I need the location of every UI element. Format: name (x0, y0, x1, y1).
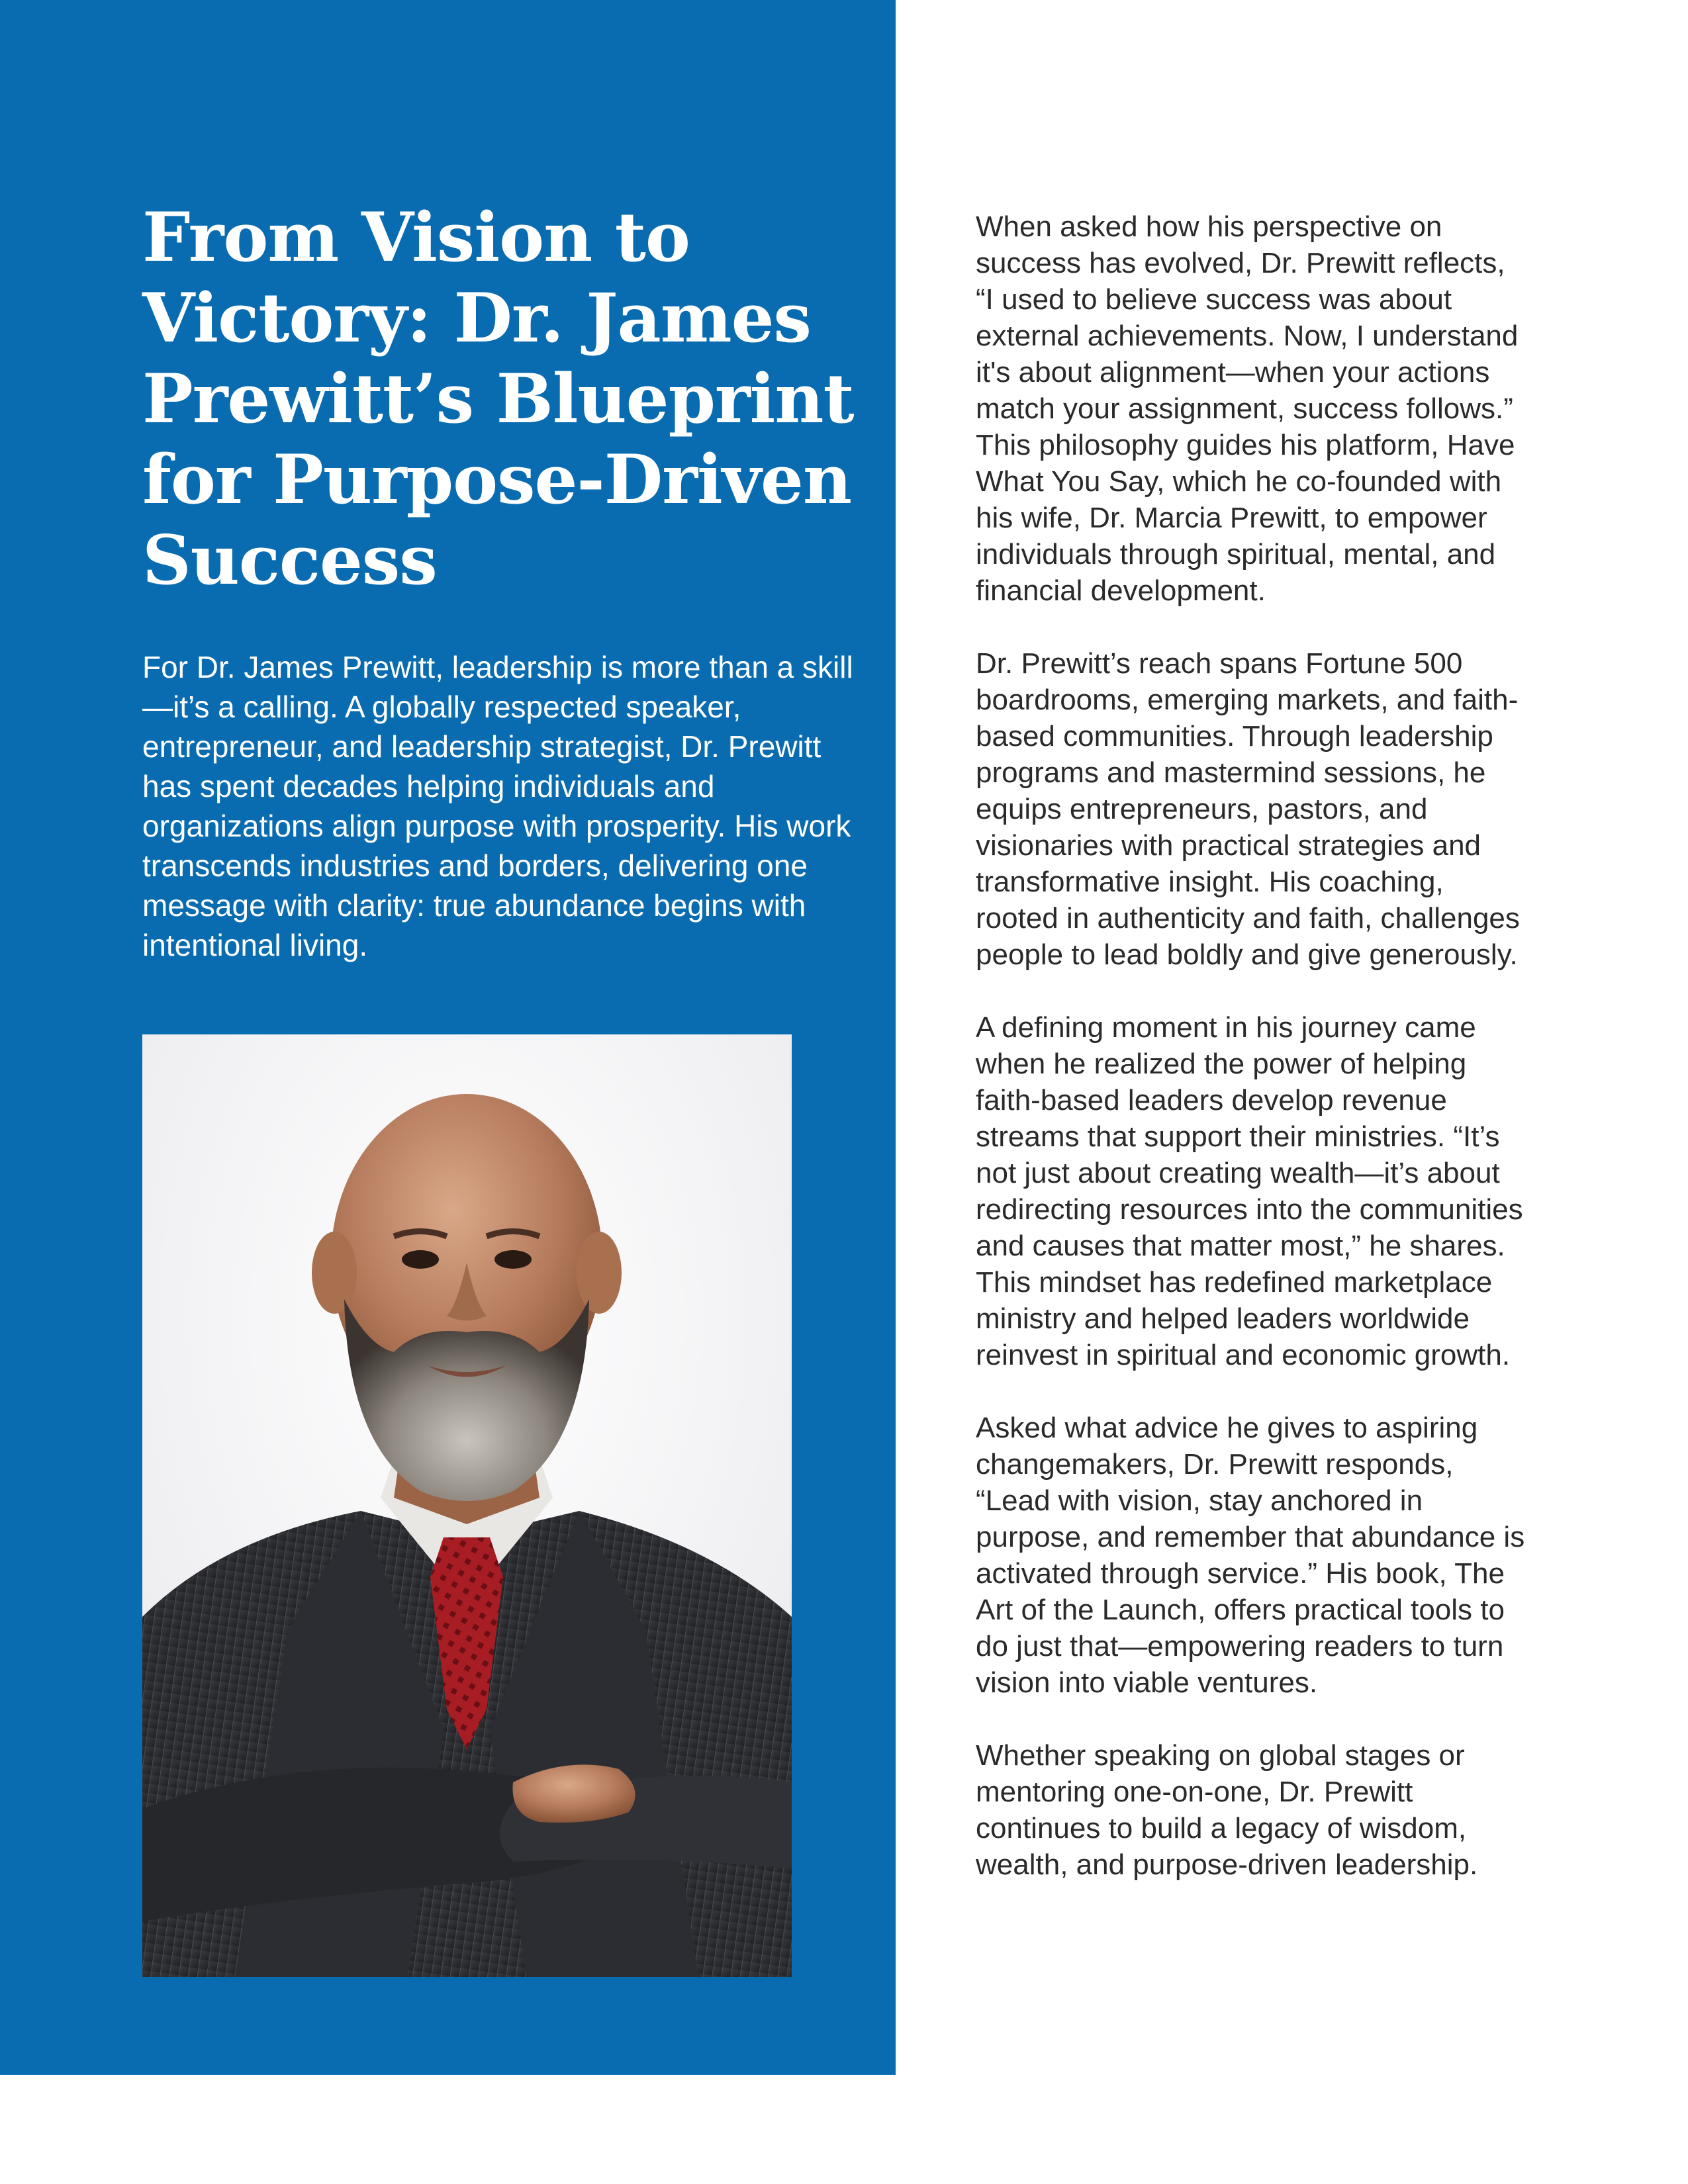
portrait-illustration (142, 1034, 792, 1977)
article-paragraph: Asked what advice he gives to aspiring changemakers, Dr. Prewitt responds, “Lead with vision, stay anchored in purpose, and remember that abundance is activated through service.” His book, The Art of the Launch, offers practical tools to do just that—empowering readers to turn vision into viable ventures. (976, 1412, 1525, 1699)
portrait-photo (142, 1034, 792, 1977)
article-paragraph: A defining moment in his journey came when he realized the power of helping faith-based leaders develop revenue streams that support their ministries. “It’s not just about creating wealth—it’s about redirecting resources into the communities and causes that matter most,” he shares. This mindset has redefined marketplace ministry and helped leaders worldwide reinvest in spiritual and economic growth. (976, 1011, 1523, 1371)
article-paragraph: Whether speaking on global stages or mentoring one-on-one, Dr. Prewitt continues to build a legacy of wisdom, wealth, and purpose-driven leadership. (976, 1739, 1478, 1881)
article-headline: From Vision to Victory: Dr. James Prewitt’s Blueprint for Purpose-Driven Success (142, 198, 854, 600)
article-paragraph: When asked how his perspective on success has evolved, Dr. Prewitt reflects, “I used to believe success was about external achievements. Now, I understand it's about alignment—when your actions match your assignment, success follows.” This philosophy guides his platform, Have What You Say, which he co-founded with his wife, Dr. Marcia Prewitt, to empower individuals through spiritual, mental, and financial development. (976, 210, 1519, 607)
article-paragraph: Dr. Prewitt’s reach spans Fortune 500 boardrooms, emerging markets, and faith-based communities. Through leadership programs and mastermind sessions, he equips entrepreneurs, pastors, and visionaries with practical strategies and transformative insight. His coaching, rooted in authenticity and faith, challenges people to lead boldly and give generously. (976, 647, 1520, 971)
article-intro: For Dr. James Prewitt, leadership is more than a skill—it’s a calling. A globally respected speaker, entrepreneur, and leadership strategist, Dr. Prewitt has spent decades helping individuals and organizations align purpose with prosperity. His work transcends industries and borders, delivering one message with clarity: true abundance begins with intentional living. (142, 650, 853, 962)
article-body (976, 208, 1525, 1883)
